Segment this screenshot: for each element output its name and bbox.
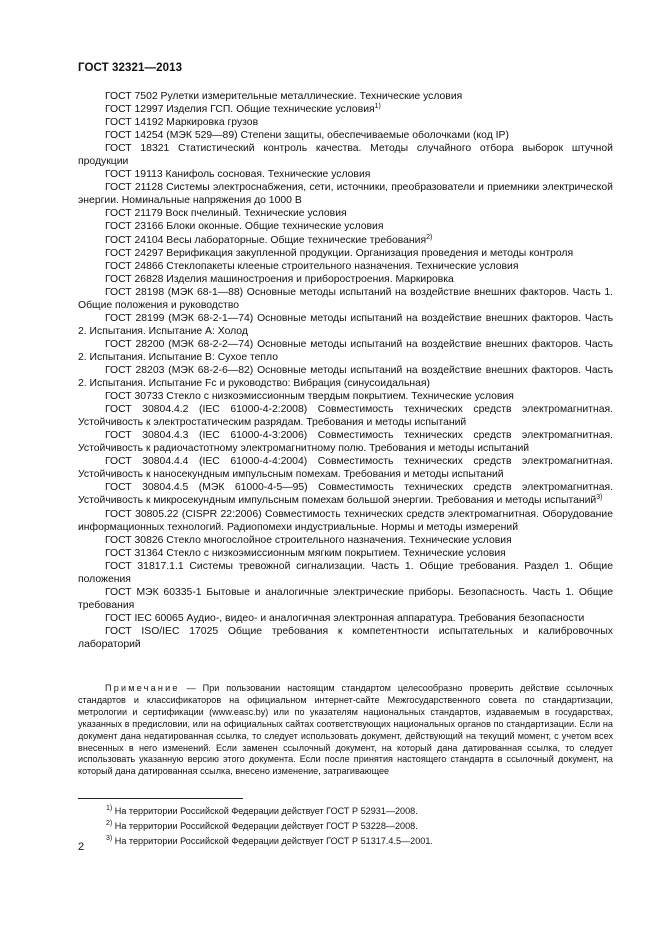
reference-entry	[78, 364, 613, 390]
reference-entry	[78, 168, 613, 181]
reference-entry	[78, 260, 613, 273]
reference-text: ГОСТ IEC 60065 Аудио-, видео- и аналогичная электронная аппаратура. Требования безопасности	[105, 612, 585, 624]
reference-entry	[78, 534, 613, 547]
footnote-item	[106, 834, 606, 849]
reference-text: ГОСТ 14192 Маркировка грузов	[105, 117, 259, 129]
reference-entry	[78, 286, 613, 312]
reference-text: ГОСТ 24104 Весы лабораторные. Общие технические требования	[105, 234, 427, 246]
reference-text: ГОСТ 21179 Воск пчелиный. Технические условия	[105, 208, 347, 220]
reference-entry	[78, 508, 613, 534]
reference-entry	[78, 207, 613, 220]
reference-text: ГОСТ 18321 Статистический контроль качества. Методы случайного отбора выборок штучной продукции	[78, 143, 613, 168]
footnote-text: На территории Российской Федерации действует ГОСТ Р 52931—2008.	[114, 806, 418, 816]
reference-text: ГОСТ 28203 (МЭК 68-2-6—82) Основные методы испытаний на воздействие внешних факторов. Часть 2. Испытания. Испытание Fc и руководство: Вибрация (синусоидальная)	[78, 364, 613, 390]
footnote-mark: 2)	[106, 820, 113, 827]
reference-text: ГОСТ 19113 Канифоль сосновая. Технические условия	[105, 169, 371, 181]
reference-entry	[78, 560, 613, 586]
reference-text: ГОСТ МЭК 60335-1 Бытовые и аналогичные электрические приборы. Безопасность. Часть 1. Общие требования	[78, 586, 613, 611]
reference-entry	[78, 403, 613, 429]
reference-text: ГОСТ 31817.1.1 Системы тревожной сигнализации. Часть 1. Общие требования. Раздел 1. Общие положения	[78, 560, 613, 585]
reference-entry	[78, 90, 613, 103]
reference-text: ГОСТ 31364 Стекло с низкоэмиссионным мягким покрытием. Технические условия	[105, 547, 506, 559]
reference-entry	[78, 612, 613, 625]
reference-entry	[78, 247, 613, 260]
reference-text: ГОСТ 30805.22 (CISPR 22:2006) Совместимость технических средств электромагнитная. Оборудование информационных технологий. Радиопомехи индустриальные. Нормы и методы измерений	[78, 508, 613, 533]
reference-text: ГОСТ 28198 (МЭК 68-1—88) Основные методы испытаний на воздействие внешних факторов. Часть 1. Общие положения и руководство	[78, 286, 613, 311]
footnote-mark: 3)	[106, 835, 113, 842]
note-paragraph	[78, 683, 613, 778]
footnote-ref-mark: 2)	[426, 233, 433, 241]
reference-entry	[78, 625, 613, 651]
reference-text: ГОСТ 26828 Изделия машиностроения и приборостроения. Маркировка	[105, 273, 454, 285]
page-number: 2	[78, 841, 85, 853]
footnote-divider	[78, 798, 243, 799]
footnote-ref-mark: 1)	[374, 103, 381, 111]
reference-entry	[78, 390, 613, 403]
note-label: Примечание	[105, 683, 180, 693]
footnote-item	[106, 819, 606, 834]
reference-text: ГОСТ 14254 (МЭК 529—89) Степени защиты, обеспечиваемые оболочками (код IP)	[105, 130, 509, 142]
reference-text: ГОСТ 30804.4.4 (IEC 61000-4-4:2004) Совместимость технических средств электромагнитная. Устойчивость к наносекундным импульсным помехам. Требования и методы испытаний	[78, 456, 613, 481]
page-header-title: ГОСТ 32321—2013	[78, 62, 183, 74]
reference-text: ГОСТ 7502 Рулетки измерительные металлические. Технические условия	[105, 91, 463, 102]
reference-entry	[78, 220, 613, 233]
reference-entry	[78, 116, 613, 129]
reference-text: ГОСТ 30804.4.3 (IEC 61000-4-3:2006) Совместимость технических средств электромагнитная. Устойчивость к радиочастотному электромагнитному полю. Требования и методы испытаний	[78, 430, 613, 455]
reference-entry	[78, 338, 613, 364]
reference-entry	[78, 586, 613, 612]
reference-entry	[78, 312, 613, 338]
reference-text: ГОСТ ISO/IEC 17025 Общие требования к компетентности испытательных и калибровочных лабораторий	[78, 625, 613, 650]
reference-text: ГОСТ 30804.4.2 (IEC 61000-4-2:2008) Совместимость технических средств электромагнитная. Устойчивость к электростатическим разрядам. Требования и методы испытаний	[78, 404, 613, 429]
reference-entry	[78, 129, 613, 142]
reference-entry	[78, 181, 613, 207]
reference-text: ГОСТ 24866 Стеклопакеты клееные строительного назначения. Технические условия	[105, 260, 519, 272]
reference-text: ГОСТ 21128 Системы электроснабжения, сети, источники, преобразователи и приемники электрической энергии. Номинальные напряжения до 1000 В	[78, 182, 613, 207]
reference-text: ГОСТ 30804.4.5 (МЭК 61000-4-5—95) Совместимость технических средств электромагнитная. Устойчивость к микросекундным импульсным помехам большой энергии. Требования и методы испытаний	[78, 482, 613, 507]
reference-entry	[78, 481, 613, 507]
reference-text: ГОСТ 28199 (МЭК 68-2-1—74) Основные методы испытаний на воздействие внешних факторов. Часть 2. Испытания. Испытание А: Холод	[78, 312, 613, 337]
note-text: — При пользовании настоящим стандартом целесообразно проверить действие ссылочных стандартов и классификаторов на официальном интернет-сайте Межгосударственного совета по стандартизации, метрологии и сертификации (www.easc.by) или по указателям национальных стандартов, издаваемым в государствах, указанных в предисловии, или на официальных сайтах соответствующих национальных органов по стандартизации. Если на документ дана недатированная ссылка, то следует использовать документ, действующий на текущий момент, с учетом всех внесенных в него изменений. Если заменен ссылочный документ, на который дана датированная ссылка, то следует использовать указанную версию этого документа. Если после принятия настоящего стандарта в ссылочный документ, на который дана датированная ссылка, внесено изменение, затрагивающее	[78, 683, 613, 777]
reference-text: ГОСТ 28200 (МЭК 68-2-2—74) Основные методы испытаний на воздействие внешних факторов. Часть 2. Испытания. Испытание В: Сухое тепло	[78, 338, 613, 363]
reference-entry	[78, 234, 613, 247]
footnotes-list	[106, 804, 606, 849]
footnote-text: На территории Российской Федерации действует ГОСТ Р 53228—2008.	[114, 821, 418, 831]
reference-entry	[78, 429, 613, 455]
reference-text: ГОСТ 23166 Блоки оконные. Общие технические условия	[105, 221, 384, 233]
footnote-mark: 1)	[106, 805, 113, 812]
footnote-item	[106, 804, 606, 819]
reference-entry	[78, 142, 613, 168]
references-list	[78, 90, 613, 651]
reference-entry	[78, 547, 613, 560]
footnote-text: На территории Российской Федерации действует ГОСТ Р 51317.4.5—2001.	[114, 836, 433, 846]
footnote-ref-mark: 3)	[596, 494, 603, 502]
reference-text: ГОСТ 30826 Стекло многослойное строительного назначения. Технические условия	[105, 534, 512, 546]
reference-entry	[78, 455, 613, 481]
reference-entry	[78, 273, 613, 286]
reference-text: ГОСТ 24297 Верификация закупленной продукции. Организация проведения и методы контроля	[105, 247, 574, 259]
reference-entry	[78, 103, 613, 116]
reference-text: ГОСТ 30733 Стекло с низкоэмиссионным твердым покрытием. Технические условия	[105, 391, 514, 403]
reference-text: ГОСТ 12997 Изделия ГСП. Общие технические условия	[105, 104, 375, 116]
